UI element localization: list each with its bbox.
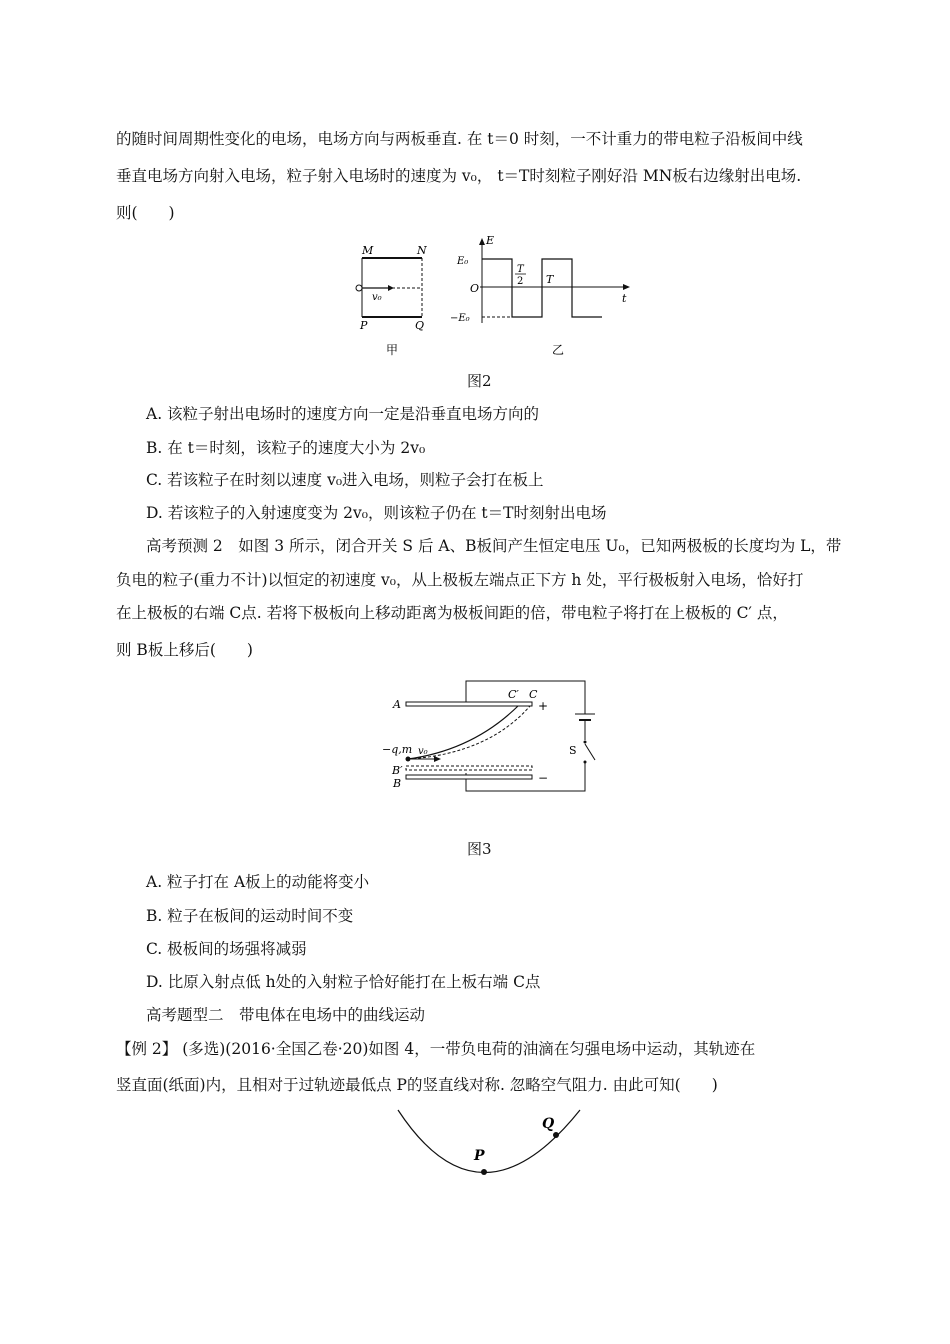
label-b: B — [393, 777, 402, 790]
figure-2 — [340, 228, 640, 363]
p2-line-1: 高考预测 2 如图 3 所示，闭合开关 S 后 A、B板间产生恒定电压 U₀，已知两极板的长度均为 L，带 — [146, 537, 842, 555]
label-a: A — [393, 698, 401, 711]
p1-line-3: 则( ) — [116, 204, 175, 222]
label-t-axis: t — [622, 292, 627, 305]
section-heading: 高考题型二 带电体在电场中的曲线运动 — [146, 1006, 426, 1024]
particle — [356, 285, 362, 291]
figure-3 — [378, 674, 618, 799]
p1-option-c: C. 若该粒子在时刻以速度 v₀进入电场，则粒子会打在板上 — [146, 471, 544, 489]
label-e0: E₀ — [457, 256, 469, 267]
charged-particle — [406, 757, 411, 762]
switch-s — [585, 744, 595, 760]
label-o: O — [470, 282, 480, 295]
label-charge: −q,m — [382, 743, 413, 756]
figure-2-caption: 图2 — [467, 372, 492, 390]
figure-4 — [380, 1100, 610, 1185]
label-v0: v₀ — [372, 292, 382, 303]
label-neg-e0: −E₀ — [450, 313, 470, 324]
p1-line-2: 垂直电场方向射入电场，粒子射入电场时的速度为 v₀， t＝T时刻粒子刚好沿 MN板右边缘射出电场. — [116, 167, 802, 185]
p2-option-c: C. 极板间的场强将减弱 — [146, 940, 307, 958]
example-line-2: 竖直面(纸面)内，且相对于过轨迹最低点 P的竖直线对称. 忽略空气阻力. 由此可知( ) — [116, 1076, 718, 1094]
label-e: E — [486, 234, 495, 247]
label-q: Q — [542, 1116, 555, 1132]
p1-option-a: A. 该粒子射出电场时的速度方向一定是沿垂直电场方向的 — [146, 405, 540, 423]
p2-option-b: B. 粒子在板间的运动时间不变 — [146, 907, 354, 925]
label-m: M — [362, 244, 374, 257]
point-q — [553, 1132, 559, 1138]
label-b-prime: B′ — [392, 764, 403, 777]
p1-line-1: 的随时间周期性变化的电场，电场方向与两板垂直. 在 t＝0 时刻，一不计重力的带电粒子沿板间中线 — [116, 130, 803, 148]
label-t-half-den: 2 — [517, 276, 524, 287]
p2-line-2: 负电的粒子(重力不计)以恒定的初速度 v₀，从上极板左端点正下方 h 处，平行极板射入电场，恰好打 — [116, 571, 804, 589]
label-t-period: T — [546, 273, 554, 286]
label-c-prime: C′ — [508, 688, 519, 701]
label-p: P — [474, 1148, 485, 1164]
figure-3-caption: 图3 — [467, 840, 492, 858]
label-t-half-num: T — [517, 264, 524, 275]
example-line-1: 【例 2】 (多选)(2016·全国乙卷·20)如图 4，一带负电荷的油滴在匀强电场中运动，其轨迹在 — [116, 1040, 756, 1058]
label-c: C — [529, 688, 538, 701]
p2-option-d: D. 比原入射点低 h处的入射粒子恰好能打在上板右端 C点 — [146, 973, 541, 991]
label-yi: 乙 — [552, 343, 565, 357]
label-jia: 甲 — [386, 343, 399, 357]
plate-b-prime — [406, 766, 532, 770]
plate-b — [406, 775, 532, 779]
label-p: P — [360, 319, 368, 332]
p2-line-3: 在上极板的右端 C点. 若将下极板向上移动距离为极板间距的倍，带电粒子将打在上极板的 C′ 点， — [116, 604, 788, 622]
p1-option-d: D. 若该粒子的入射速度变为 2v₀，则该粒子仍在 t＝T时刻射出电场 — [146, 504, 607, 522]
e-waveform — [482, 259, 602, 317]
p2-line-4: 则 B板上移后( ) — [116, 641, 253, 659]
label-s: S — [569, 744, 577, 757]
label-plus: + — [538, 699, 549, 713]
p1-option-b: B. 在 t＝时刻，该粒子的速度大小为 2v₀ — [146, 439, 426, 457]
p2-option-a: A. 粒子打在 A板上的动能将变小 — [146, 873, 370, 891]
plate-a — [406, 702, 532, 706]
point-p — [481, 1169, 487, 1175]
label-n: N — [417, 244, 427, 257]
label-minus: − — [538, 771, 549, 785]
label-q: Q — [415, 319, 425, 332]
label-v0: v₀ — [418, 746, 428, 757]
